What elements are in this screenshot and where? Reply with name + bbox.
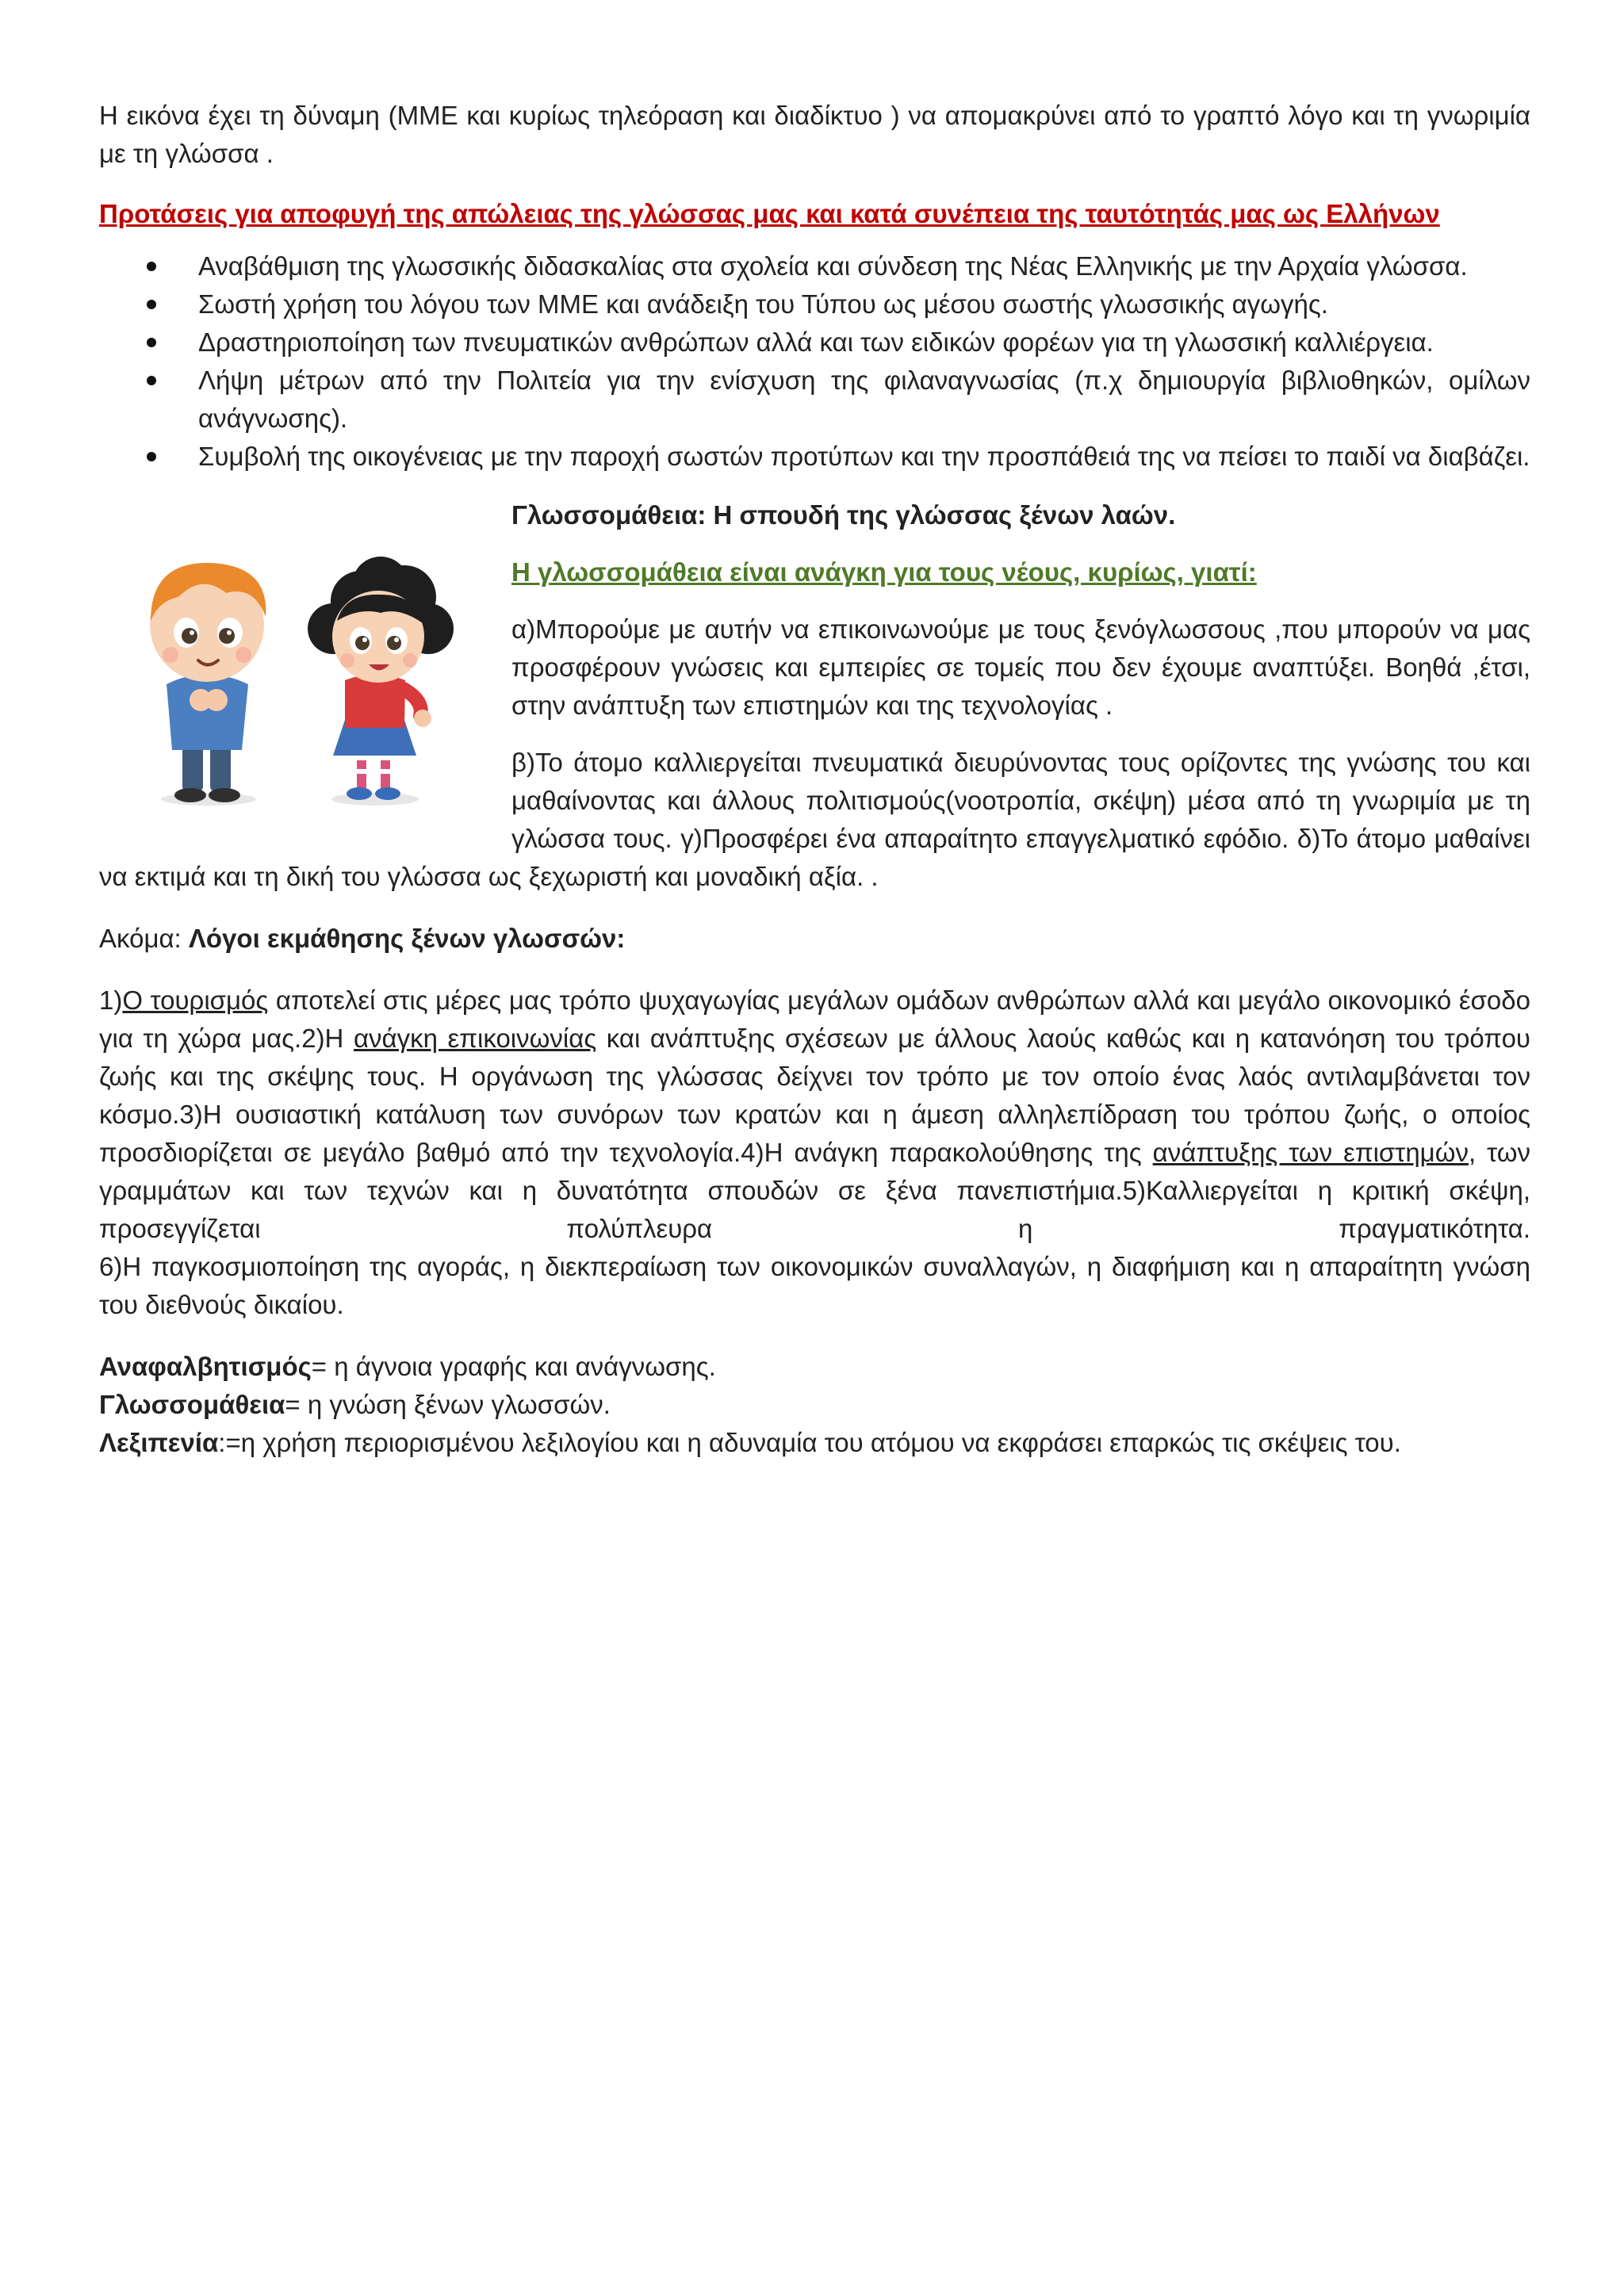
paragraph-a: α)Μπορούμε με αυτήν να επικοινωνούμε με τους ξενόγλωσσους ,που μπορούν να μας προσφέρουν γνώσεις και εμπειρίες σε τομείς που δεν έχουμε αναπτύξει. Βοηθά ,έτσι, στην ανάπτυξη των επιστημών και της τεχνολογίας . [511, 614, 1530, 720]
reasons-heading: Λόγοι εκμάθησης ξένων γλωσσών: [188, 924, 626, 953]
list-item: Αναβάθμιση της γλωσσικής διδασκαλίας στα σχολεία και σύνδεση της Νέας Ελληνικής με την Αρχαία γλώσσα. [99, 247, 1530, 285]
girl-figure [308, 557, 454, 806]
definition-row [99, 1424, 1530, 1462]
reasons-prefix: Ακόμα: [99, 924, 189, 953]
list-item: Συμβολή της οικογένειας με την παροχή σωστών προτύπων και την προσπάθειά της να πείσει το παιδί να διαβάζει. [99, 438, 1530, 476]
communication-term: ανάγκη επικοινωνίας [353, 1024, 597, 1053]
definitions-block [99, 1348, 1530, 1462]
boy-figure [150, 563, 266, 806]
list-item: Δραστηριοποίηση των πνευματικών ανθρώπων αλλά και των ειδικών φορέων για τη γλωσσική καλλιέργεια. [99, 323, 1530, 362]
intro-paragraph: Η εικόνα έχει τη δύναμη (ΜΜΕ και κυρίως τηλεόραση και διαδίκτυο ) να απομακρύνει από το γραπτό λόγο και τη γνωριμία με τη γλώσσα . [99, 101, 1530, 168]
reasons-paragraph: 1)Ο τουρισμός αποτελεί στις μέρες μας τρόπο ψυχαγωγίας μεγάλων ομάδων ανθρώπων αλλά και μεγάλο οικονομικό έσοδο για τη χώρα μας.2)Η ανάγκη επικοινωνίας και ανάπτυξης σχέσεων με άλλους λαούς καθώς και η κατανόηση του τρόπου ζωής και της σκέψης τους. Η οργάνωση της γλώσσας δείχνει τον τρόπο με τον οποίο ένας λαός αντιλαμβάνεται τον κόσμο.3)Η ουσιαστική κατάλυση των συνόρων των κρατών και η άμεση αλληλεπίδραση του τρόπου ζωής, ο οποίος προσδιορίζεται σε μεγάλο βαθμό από την τεχνολογία.4)Η ανάγκη παρακολούθησης της ανάπτυξης των επιστημών, των γραμμάτων και των τεχνών και η δυνατότητα σπουδών σε ξένα πανεπιστήμια.5)Καλλιεργείται η κριτική σκέψη, προσεγγίζεται πολύπλευρα η πραγματικότητα. [99, 985, 1531, 1243]
glossomatheia-subtitle: Η γλωσσομάθεια είναι ανάγκη για τους νέους, κυρίως, γιατί: [511, 557, 1257, 587]
definition-row [99, 1386, 1530, 1424]
paragraph-b: β)Το άτομο καλλιεργείται πνευματικά διευρύνοντας τους ορίζοντες της γνώσης του και μαθαίνοντας και άλλους πολιτισμούς(νοοτροπία, σκέψη) μέσα από τη γνωριμία με τη γλώσσα τους. γ)Προσφέρει ένα απαραίτητο επαγγελματικό εφόδιο. δ)Το άτομο μαθαίνει να εκτιμά και τη δική του γλώσσα ως ξεχωριστή και μοναδική αξία. . [99, 748, 1530, 891]
tourism-term: Ο τουρισμός [122, 985, 269, 1015]
document-body [99, 97, 1530, 1462]
children-illustration [107, 538, 496, 815]
definition-text: = η γνώση ξένων γλωσσών. [285, 1390, 611, 1419]
bullet-icon [147, 300, 156, 309]
definition-text: :=η χρήση περιορισμένου λεξιλογίου και η αδυναμία του ατόμου να εκφράσει επαρκώς τις σκέψεις του. [218, 1428, 1401, 1457]
bullet-icon [147, 262, 156, 271]
bullet-icon [147, 452, 156, 461]
list-item: Σωστή χρήση του λόγου των ΜΜΕ και ανάδειξη του Τύπου ως μέσου σωστής γλωσσικής αγωγής. [99, 285, 1530, 323]
two-children-icon [107, 538, 496, 815]
glossomatheia-section [99, 496, 1530, 896]
definition-text: = η άγνοια γραφής και ανάγνωσης. [311, 1352, 716, 1381]
list-item: Λήψη μέτρων από την Πολιτεία για την ενίσχυση της φιλαναγνωσίας (π.χ δημιουργία βιβλιοθηκών, ομίλων ανάγνωσης). [99, 362, 1530, 438]
definition-row [99, 1348, 1530, 1386]
definition-term: Γλωσσομάθεια [99, 1390, 285, 1419]
reasons-heading-line [99, 920, 1530, 958]
bullet-icon [147, 338, 156, 347]
bullet-icon [147, 376, 156, 385]
proposals-heading: Προτάσεις για αποφυγή της απώλειας της γλώσσας μας και κατά συνέπεια της ταυτότητάς μας ως Ελλήνων [99, 199, 1440, 228]
proposals-list [99, 247, 1530, 476]
definition-term: Λεξιπενία [99, 1428, 219, 1457]
glossomatheia-title: Γλωσσομάθεια: Η σπουδή της γλώσσας ξένων λαών. [511, 500, 1176, 530]
reasons-paragraph-end: 6)Η παγκοσμιοποίηση της αγοράς, η διεκπεραίωση των οικονομικών συναλλαγών, η διαφήμιση και η απαραίτητη γνώση του διεθνούς δικαίου. [99, 1252, 1530, 1319]
sciences-term: ανάπτυξης των επιστημών [1152, 1138, 1469, 1167]
definition-term: Αναφαλβητισμός [99, 1352, 312, 1381]
